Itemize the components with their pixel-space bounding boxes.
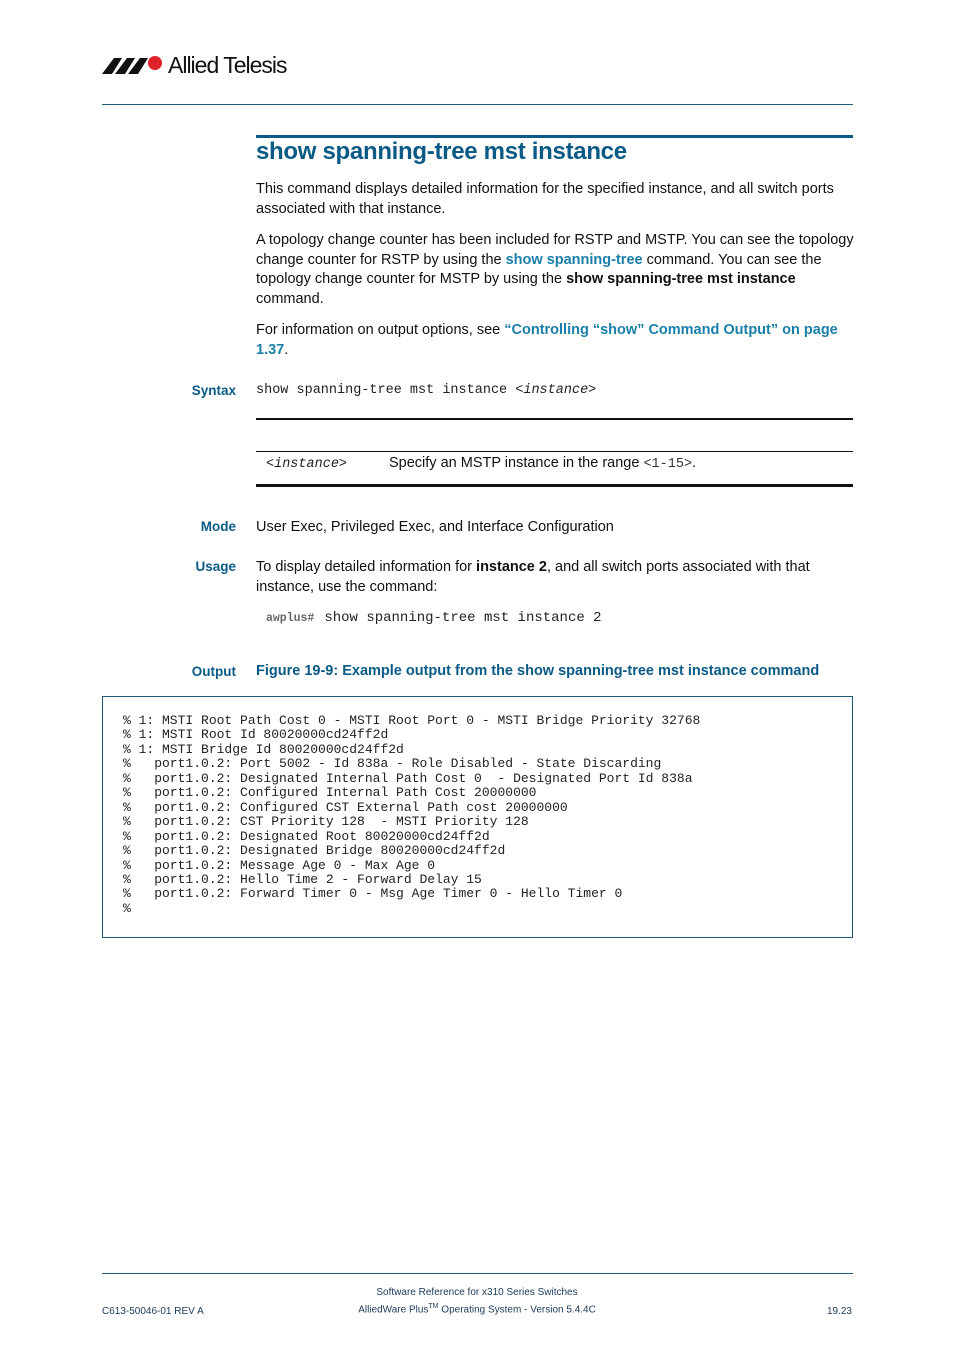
topology-text-3: command. [256,290,324,307]
output-line: % port1.0.2: Designated Internal Path Cost 0 - Designated Port Id 838a [123,770,693,786]
syntax-command: show spanning-tree mst instance <instance> [256,383,597,398]
footer-page-number: 19.23 [826,1306,852,1317]
controlling-show-output-link[interactable]: “Controlling “show” Command Output” on page 1.37 [256,322,838,358]
output-line: % port1.0.2: Configured CST External Path cost 20000000 [123,799,568,815]
description-text: This command displays detailed information for the specified instance, and all switch ports associated with that instance. [256,181,834,217]
footer-version-text: Operating System - Version 5.4.4C [438,1304,596,1316]
topology-text: A topology change counter has been included for RSTP and MSTP. You can see the topology change counter for RSTP by using the [256,232,854,268]
topology-paragraph [256,231,854,309]
output-options-period: . [284,341,289,358]
usage-bold: instance 2 [476,559,547,575]
output-line: % port1.0.2: Port 5002 - Id 838a - Role Disabled - State Discarding [123,756,662,772]
param-name-text: instance [274,457,339,472]
output-line: % port1.0.2: Message Age 0 - Max Age 0 [123,857,436,873]
topology-text-2: command. You can see the topology change counter for MSTP by using the [256,251,822,287]
param-range: <1-15> [643,457,693,472]
output-line: % 1: MSTI Root Path Cost 0 - MSTI Root Port 0 - MSTI Bridge Priority 32768 [123,713,701,728]
output-line: % [123,900,131,916]
usage-text-2: , and all switch ports associated with that instance, use the command: [256,559,810,595]
output-line: % port1.0.2: Configured Internal Path Cost 20000000 [123,785,537,801]
output-label: Output [191,664,236,679]
footer-os-version [300,1303,654,1315]
syntax-param: instance [523,383,589,398]
figure-caption: Figure 19-9: Example output from the show spanning-tree mst instance command [256,663,820,679]
usage-command-line [266,610,602,626]
footer-divider [102,1273,853,1274]
usage-command: show spanning-tree mst instance 2 [324,610,602,626]
param-table-top-rule [256,418,853,420]
description-paragraph [256,180,854,219]
usage-label: Usage [195,559,236,574]
output-line: % port1.0.2: Designated Bridge 80020000cd24ff2d [123,843,506,859]
mode-label: Mode [200,519,236,534]
output-line: % 1: MSTI Root Id 80020000cd24ff2d [123,727,389,743]
footer-doc-id: C613-50046-01 REV A [102,1306,204,1317]
output-listing [123,714,700,916]
param-description-period: . [692,455,697,471]
param-description [389,455,696,472]
output-line: % port1.0.2: Designated Root 80020000cd24ff2d [123,828,490,844]
syntax-label: Syntax [191,383,236,398]
output-box [102,696,853,938]
command-name-bold: show spanning-tree mst instance [566,271,796,287]
footer-trademark: TM [428,1303,439,1310]
param-table-bottom-rule [256,484,853,487]
footer-os-name: AlliedWare Plus [358,1304,429,1316]
output-options-paragraph [256,321,854,360]
logo-text: Allied Telesis [168,51,287,78]
usage-text: To display detailed information for [256,559,477,575]
output-line: % port1.0.2: Forward Timer 0 - Msg Age Timer 0 - Hello Timer 0 [123,886,623,902]
mode-text: User Exec, Privileged Exec, and Interface Configuration [256,519,614,535]
output-line: % port1.0.2: Hello Time 2 - Forward Delay 15 [123,871,482,887]
allied-telesis-logo-icon [102,54,164,76]
cli-prompt: awplus# [266,612,315,625]
page-title: show spanning-tree mst instance [256,138,627,165]
param-name: <instance> [266,457,348,472]
usage-paragraph [256,558,854,597]
footer-title: Software Reference for x310 Series Switches [376,1287,578,1298]
param-table-header-rule [256,451,853,452]
param-description-text: Specify an MSTP instance in the range [389,455,644,471]
show-spanning-tree-link[interactable]: show spanning-tree [505,251,643,268]
output-line: % 1: MSTI Bridge Id 80020000cd24ff2d [123,741,404,757]
header-divider [102,104,853,105]
output-line: % port1.0.2: CST Priority 128 - MSTI Priority 128 [123,814,529,830]
company-logo [102,50,287,80]
syntax-command-text: show spanning-tree mst instance [256,383,516,398]
output-options-text: For information on output options, see [256,322,505,338]
